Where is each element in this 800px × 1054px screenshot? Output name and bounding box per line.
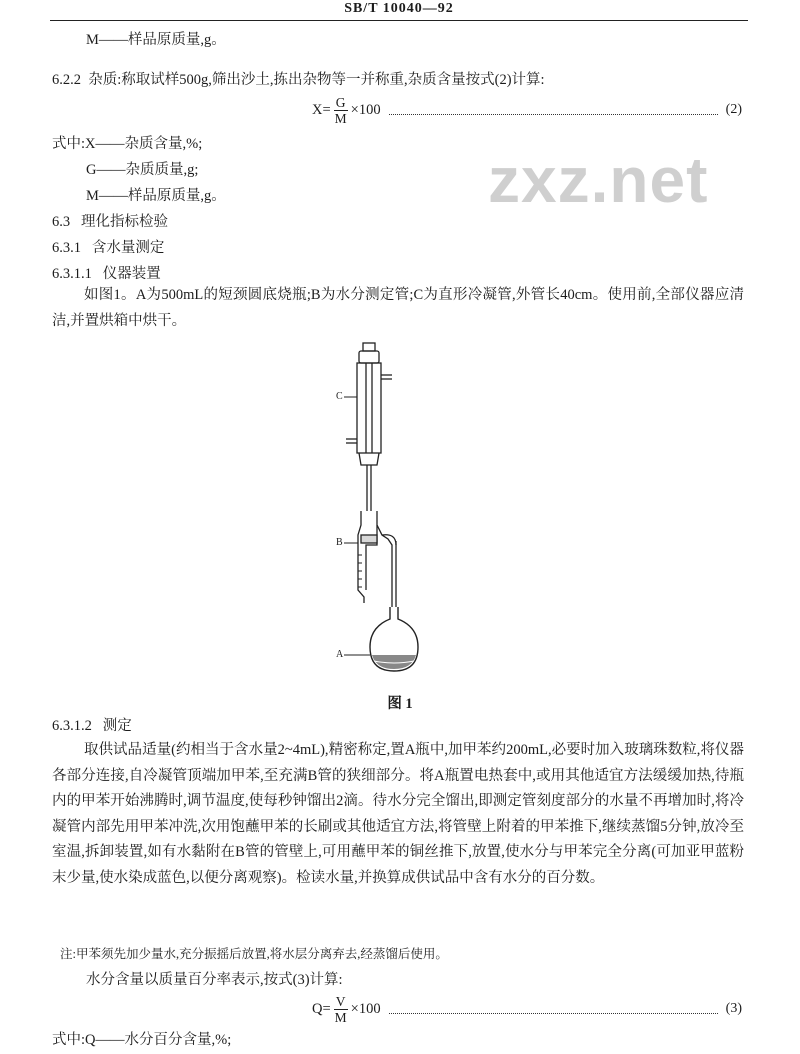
apparatus-paragraph: 如图1。A为500mL的短颈圆底烧瓶;B为水分测定管;C为直形冷凝管,外管长40cm。使用前,全部仪器应清洁,并置烘箱中烘干。 — [52, 287, 744, 329]
receiver-drawing — [358, 511, 396, 607]
clause-6-2-2 — [52, 70, 545, 90]
dot-leader — [389, 114, 718, 115]
procedure-paragraph: 取供试品适量(约相当于含水量2~4mL),精密称定,置A瓶中,加甲苯约200mL,必要时加入玻璃珠数粒,将仪器各部分连接,自冷凝管顶端加甲苯,至充满B管的狭细部分。将A瓶置电热套中,或用其他适宜方法缓缓加热,待瓶内的甲苯开始沸腾时,调节温度,使每秒钟馏出2滴。待水分完全馏出,即测定管刻度部分的水量不再增加时,将冷凝管内部先用甲苯冲洗,次用饱蘸甲苯的长刷或其他适宜方法,将管壁上附着的甲苯推下,继续蒸馏5分钟,放冷至室温,拆卸装置,如有水黏附在B管的管壁上,可用蘸甲苯的铜丝推下,放置,使水分与甲苯完全分离(可加亚甲蓝粉末少量,使水染成蓝色,以便分离观察)。检读水量,并换算成供试品中含有水分的百分数。 — [52, 742, 744, 886]
standard-code: SB/T 10040—92 — [344, 1, 454, 16]
formula-3 — [312, 989, 742, 1029]
fraction-numerator: V — [335, 993, 346, 1009]
fraction-numerator: G — [335, 94, 346, 110]
section-number: 6.3.1.2 — [52, 718, 92, 734]
section-title: 仪器装置 — [102, 266, 161, 282]
formula-lhs: Q= — [312, 1000, 331, 1017]
expression-intro: 水分含量以质量百分率表示,按式(3)计算: — [86, 972, 343, 988]
clause-number: 6.2.2 — [52, 72, 81, 88]
definition-m: M——样品原质量,g。 — [86, 188, 226, 204]
section-number: 6.3.1.1 — [52, 266, 92, 282]
formula-rhs: ×100 — [350, 101, 381, 118]
fraction-denominator: M — [334, 110, 347, 126]
section-6-3-heading — [52, 212, 168, 232]
where-intro: 式中:X——杂质含量,%; — [52, 136, 203, 152]
definition-g: G——杂质质量,g; — [86, 162, 199, 178]
fraction — [333, 95, 349, 126]
note: 注:甲苯须先加少量水,充分振摇后放置,将水层分离弃去,经蒸馏后使用。 — [60, 947, 448, 961]
section-6-3-1-heading — [52, 238, 164, 258]
label-b: B — [336, 537, 343, 548]
clause-text: 杂质:称取试样500g,筛出沙土,拣出杂物等一并称重,杂质含量按式(2)计算: — [88, 72, 545, 88]
formula-2 — [312, 90, 742, 130]
where-intro-3: 式中:Q——水分百分含量,%; — [52, 1032, 232, 1048]
apparatus-figure — [330, 335, 450, 680]
formula-lhs: X= — [312, 101, 331, 118]
section-6-3-1-1-heading — [52, 264, 161, 284]
dot-leader — [389, 1013, 718, 1014]
section-number: 6.3.1 — [52, 240, 81, 256]
section-title: 测定 — [102, 718, 132, 734]
formula-rhs: ×100 — [350, 1000, 381, 1017]
section-title: 理化指标检验 — [81, 214, 168, 230]
condenser-drawing — [346, 343, 392, 511]
fraction — [333, 994, 349, 1025]
section-6-3-1-2-heading — [52, 716, 132, 736]
equation-number: (3) — [725, 1001, 742, 1016]
equation-number: (2) — [725, 102, 742, 117]
definition-m-previous: M——样品原质量,g。 — [86, 32, 226, 48]
page-header — [50, 0, 748, 21]
label-a: A — [336, 649, 344, 660]
figure-caption: 图 1 — [387, 696, 413, 712]
watermark: zxz.net — [488, 144, 709, 216]
section-number: 6.3 — [52, 214, 71, 230]
section-title: 含水量测定 — [91, 240, 165, 256]
flask-drawing — [370, 607, 418, 671]
label-c: C — [336, 391, 343, 402]
fraction-denominator: M — [334, 1009, 347, 1025]
